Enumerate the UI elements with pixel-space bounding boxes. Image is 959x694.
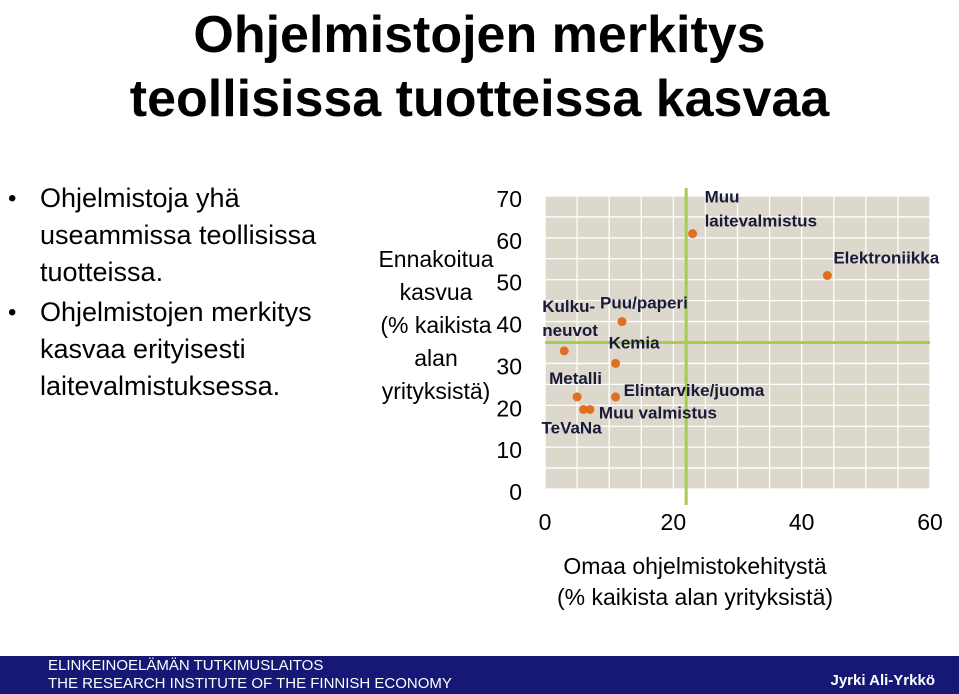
bullet-icon: • <box>8 299 17 326</box>
bullet-line: Ohjelmistoja yhä <box>40 183 240 213</box>
x-axis-label-line: (% kaikista alan yrityksistä) <box>556 584 834 610</box>
point-label: laitevalmistus <box>704 211 818 231</box>
data-point <box>611 359 620 368</box>
point-label: Elintarvike/juoma <box>623 380 765 400</box>
bullet-line: kasvaa erityisesti <box>40 334 246 364</box>
y-axis-label-line: kasvua <box>399 279 473 305</box>
point-label: Kulku- <box>542 296 596 316</box>
point-label: Muu <box>704 187 740 207</box>
data-point <box>560 346 569 355</box>
data-point <box>688 229 697 238</box>
point-label: Elektroniikka <box>833 248 940 268</box>
data-point <box>573 392 582 401</box>
y-tick-label: 70 <box>496 186 522 212</box>
y-tick-label: 40 <box>496 311 522 338</box>
y-axis-label-line: yrityksistä) <box>381 378 491 404</box>
x-axis-label-line: Omaa ohjelmistokehitystä <box>563 553 827 579</box>
slide-title-line-1: Ohjelmistojen merkitys <box>193 6 766 64</box>
bullet-line: laitevalmistuksessa. <box>40 371 281 401</box>
data-point <box>611 392 620 401</box>
point-label: Muu valmistus <box>598 403 718 423</box>
point-label: TeVaNa <box>541 418 602 438</box>
data-point <box>618 317 627 326</box>
data-point <box>823 271 832 280</box>
bullet-line: tuotteissa. <box>40 257 164 287</box>
y-tick-label: 30 <box>496 353 522 380</box>
x-tick-label: 0 <box>538 509 552 535</box>
point-label: neuvot <box>542 320 598 340</box>
x-tick-label: 20 <box>660 509 687 535</box>
point-label: Puu/paperi <box>600 293 688 313</box>
y-tick-label: 0 <box>509 479 522 505</box>
footer-org-fi: ELINKEINOELÄMÄN TUTKIMUSLAITOS <box>48 657 324 674</box>
y-axis-label-line: Ennakoitua <box>378 246 494 272</box>
slide-title-line-2: teollisissa tuotteissa kasvaa <box>129 70 830 128</box>
x-tick-label: 60 <box>917 509 943 535</box>
bullet-icon: • <box>8 185 17 212</box>
y-tick-label: 60 <box>496 227 522 254</box>
y-tick-label: 50 <box>496 269 522 296</box>
footer-organization <box>48 657 452 693</box>
footer-org-en: THE RESEARCH INSTITUTE OF THE FINNISH ECONOMY <box>48 675 452 692</box>
y-axis-label-line: (% kaikista <box>380 312 492 338</box>
y-tick-label: 10 <box>496 437 522 464</box>
x-tick-label: 40 <box>788 509 815 535</box>
y-axis-label-line: alan <box>414 345 458 371</box>
footer-author: Jyrki Ali-Yrkkö <box>830 672 935 689</box>
bullet-line: Ohjelmistojen merkitys <box>40 297 312 327</box>
point-label: Metalli <box>549 368 602 388</box>
point-label: Kemia <box>608 333 660 353</box>
bullet-line: useammissa teollisissa <box>40 220 317 250</box>
y-tick-label: 20 <box>496 395 522 422</box>
x-axis-label <box>520 551 870 613</box>
data-point <box>579 405 588 414</box>
